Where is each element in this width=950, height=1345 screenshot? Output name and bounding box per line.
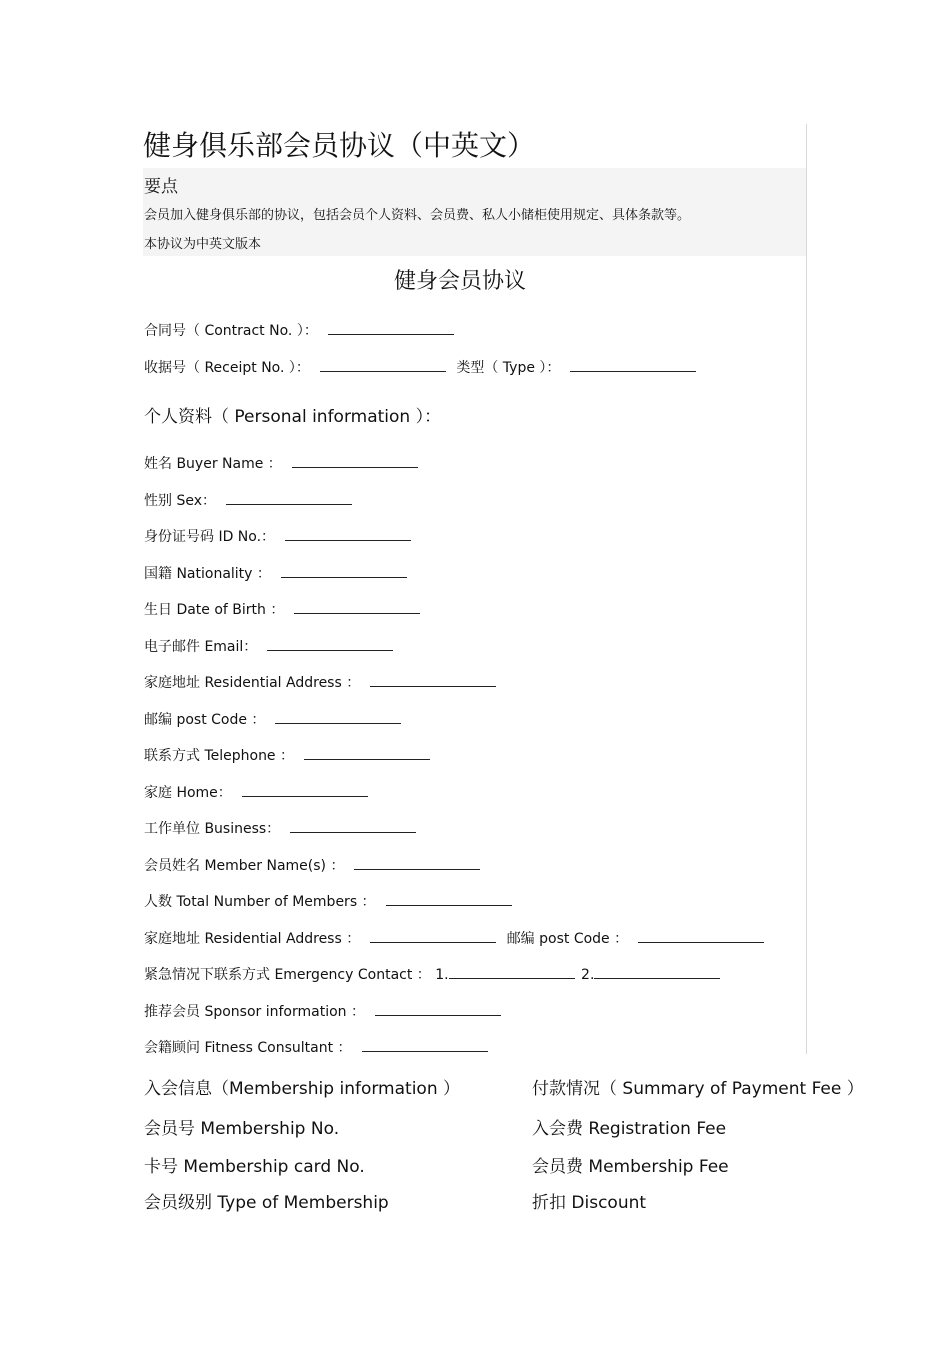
- member-names-label: 会员姓名 Member Name(s) ：: [144, 858, 345, 874]
- total-members-label: 人数 Total Number of Members ：: [144, 894, 376, 910]
- telephone-label: 联系方式 Telephone ：: [144, 748, 295, 764]
- post-code2-blank[interactable]: [638, 927, 764, 943]
- sex-blank[interactable]: [226, 489, 352, 505]
- membership-no-label: 会员号 Membership No.: [144, 1119, 340, 1139]
- nationality-blank[interactable]: [281, 562, 407, 578]
- agreement-title: 健身会员协议: [394, 269, 527, 294]
- sex-label: 性别 Sex：: [144, 493, 216, 509]
- id-blank[interactable]: [285, 525, 411, 541]
- membership-type-label: 会员级别 Type of Membership: [144, 1193, 389, 1213]
- name-label: 姓名 Buyer Name ：: [144, 456, 282, 472]
- receipt-blank[interactable]: [320, 356, 446, 372]
- sponsor-label: 推荐会员 Sponsor information ：: [144, 1004, 365, 1020]
- address-blank[interactable]: [370, 671, 496, 687]
- post-code2-label: 邮编 post Code ：: [506, 931, 629, 947]
- name-blank[interactable]: [292, 452, 418, 468]
- address2-blank[interactable]: [370, 927, 496, 943]
- email-label: 电子邮件 Email：: [144, 639, 258, 655]
- membership-heading: 入会信息（Membership information ）: [144, 1079, 460, 1099]
- type-blank[interactable]: [570, 356, 696, 372]
- contract-field: [144, 319, 454, 340]
- contract-blank[interactable]: [328, 319, 454, 335]
- business-label: 工作单位 Business：: [144, 821, 281, 837]
- nationality-label: 国籍 Nationality ：: [144, 566, 271, 582]
- id-label: 身份证号码 ID No.：: [144, 529, 276, 545]
- emergency-field: [144, 963, 720, 984]
- contract-label: 合同号（ Contract No. ）：: [144, 323, 318, 339]
- payment-heading: 付款情况（ Summary of Payment Fee ）: [532, 1079, 864, 1099]
- summary-heading: 要点: [144, 177, 178, 197]
- membership-fee-label: 会员费 Membership Fee: [532, 1157, 729, 1177]
- sponsor-blank[interactable]: [375, 1000, 501, 1016]
- personal-info-heading: 个人资料（ Personal information ）：: [144, 407, 442, 427]
- telephone-field: [144, 744, 430, 765]
- consultant-field: [144, 1036, 488, 1057]
- post-code-blank[interactable]: [275, 708, 401, 724]
- business-blank[interactable]: [290, 817, 416, 833]
- home-blank[interactable]: [242, 781, 368, 797]
- address2-field: [144, 927, 764, 948]
- receipt-label: 收据号（ Receipt No. ）：: [144, 360, 310, 376]
- address-field: [144, 671, 496, 692]
- document-title: 健身俱乐部会员协议（中英文）: [143, 129, 536, 162]
- birth-blank[interactable]: [294, 598, 420, 614]
- membership-card-label: 卡号 Membership card No.: [144, 1157, 365, 1177]
- total-members-blank[interactable]: [386, 890, 512, 906]
- emergency-label: 紧急情况下联系方式 Emergency Contact ： 1.: [144, 967, 449, 983]
- business-field: [144, 817, 416, 838]
- sponsor-field: [144, 1000, 501, 1021]
- sex-field: [144, 489, 352, 510]
- email-blank[interactable]: [267, 635, 393, 651]
- right-border-line: [806, 124, 807, 1054]
- address-label: 家庭地址 Residential Address ：: [144, 675, 361, 691]
- total-members-field: [144, 890, 512, 911]
- name-field: [144, 452, 418, 473]
- address2-label: 家庭地址 Residential Address ：: [144, 931, 361, 947]
- consultant-label: 会籍顾问 Fitness Consultant ：: [144, 1040, 352, 1056]
- home-field: [144, 781, 368, 802]
- emergency-label-2: 2.: [581, 967, 595, 983]
- emergency-blank-2[interactable]: [594, 963, 720, 979]
- emergency-blank-1[interactable]: [449, 963, 575, 979]
- member-names-blank[interactable]: [354, 854, 480, 870]
- type-label: 类型（ Type ）：: [456, 360, 561, 376]
- receipt-field: [144, 356, 696, 377]
- email-field: [144, 635, 393, 656]
- id-field: [144, 525, 411, 546]
- post-code-field: [144, 708, 401, 729]
- birth-field: [144, 598, 420, 619]
- discount-label: 折扣 Discount: [532, 1193, 647, 1213]
- consultant-blank[interactable]: [362, 1036, 488, 1052]
- nationality-field: [144, 562, 407, 583]
- summary-line-2: 本协议为中英文版本: [144, 237, 262, 252]
- summary-line-1: 会员加入健身俱乐部的协议，包括会员个人资料、会员费、私人小储柜使用规定、具体条款等。: [144, 208, 691, 223]
- registration-fee-label: 入会费 Registration Fee: [532, 1119, 727, 1139]
- telephone-blank[interactable]: [304, 744, 430, 760]
- home-label: 家庭 Home：: [144, 785, 232, 801]
- member-names-field: [144, 854, 480, 875]
- birth-label: 生日 Date of Birth ：: [144, 602, 285, 618]
- post-code-label: 邮编 post Code ：: [144, 712, 266, 728]
